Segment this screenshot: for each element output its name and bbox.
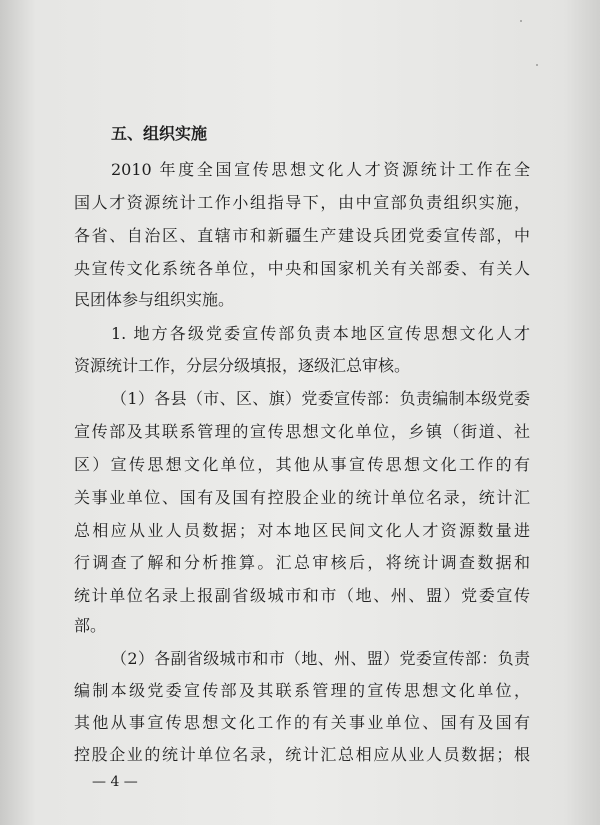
scan-speck bbox=[520, 20, 522, 22]
section-heading: 五、组织实施 bbox=[111, 124, 208, 143]
paragraph-line: 总相应从业人员数据；对本地区民间文化人才资源数量进 bbox=[74, 521, 530, 540]
paragraph-line: 控股企业的统计单位名录，统计汇总相应从业人员数据；根 bbox=[74, 745, 530, 764]
paragraph-line: 1. 地方各级党委宣传部负责本地区宣传思想文化人才 bbox=[111, 324, 530, 343]
paragraph-line: 各省、自治区、直辖市和新疆生产建设兵团党委宣传部，中 bbox=[74, 226, 530, 245]
paragraph-line: 编制本级党委宣传部及其联系管理的宣传思想文化单位， bbox=[74, 681, 530, 700]
paragraph-line: 资源统计工作，分层分级填报，逐级汇总审核。 bbox=[74, 356, 411, 375]
paragraph-line: 国人才资源统计工作小组指导下，由中宣部负责组织实施， bbox=[74, 193, 530, 212]
paragraph-line: 部。 bbox=[74, 616, 107, 635]
scan-speck bbox=[536, 64, 538, 66]
paragraph-line: 央宣传文化系统各单位，中央和国家机关有关部委、有关人 bbox=[74, 259, 530, 278]
paragraph-line: 关事业单位、国有及国有控股企业的统计单位名录，统计汇 bbox=[74, 488, 530, 507]
paragraph-line: 统计单位名录上报副省级城市和市（地、州、盟）党委宣传 bbox=[74, 586, 530, 605]
paragraph-line: 宣传部及其联系管理的宣传思想文化单位，乡镇（街道、社 bbox=[74, 422, 530, 441]
paragraph-line: 其他从事宣传思想文化工作的有关事业单位、国有及国有 bbox=[74, 713, 530, 732]
paragraph-line: 民团体参与组织实施。 bbox=[74, 290, 235, 309]
paragraph-line: （2）各副省级城市和市（地、州、盟）党委宣传部：负责 bbox=[111, 649, 530, 668]
paragraph-line: 区）宣传思想文化单位，其他从事宣传思想文化工作的有 bbox=[74, 455, 530, 474]
paragraph-line: （1）各县（市、区、旗）党委宣传部：负责编制本级党委 bbox=[111, 389, 530, 408]
paragraph-line: 2010 年度全国宣传思想文化人才资源统计工作在全 bbox=[111, 160, 530, 179]
paragraph-line: 行调查了解和分析推算。汇总审核后，将统计调查数据和 bbox=[74, 553, 530, 572]
page-number: — 4 — bbox=[92, 774, 138, 790]
